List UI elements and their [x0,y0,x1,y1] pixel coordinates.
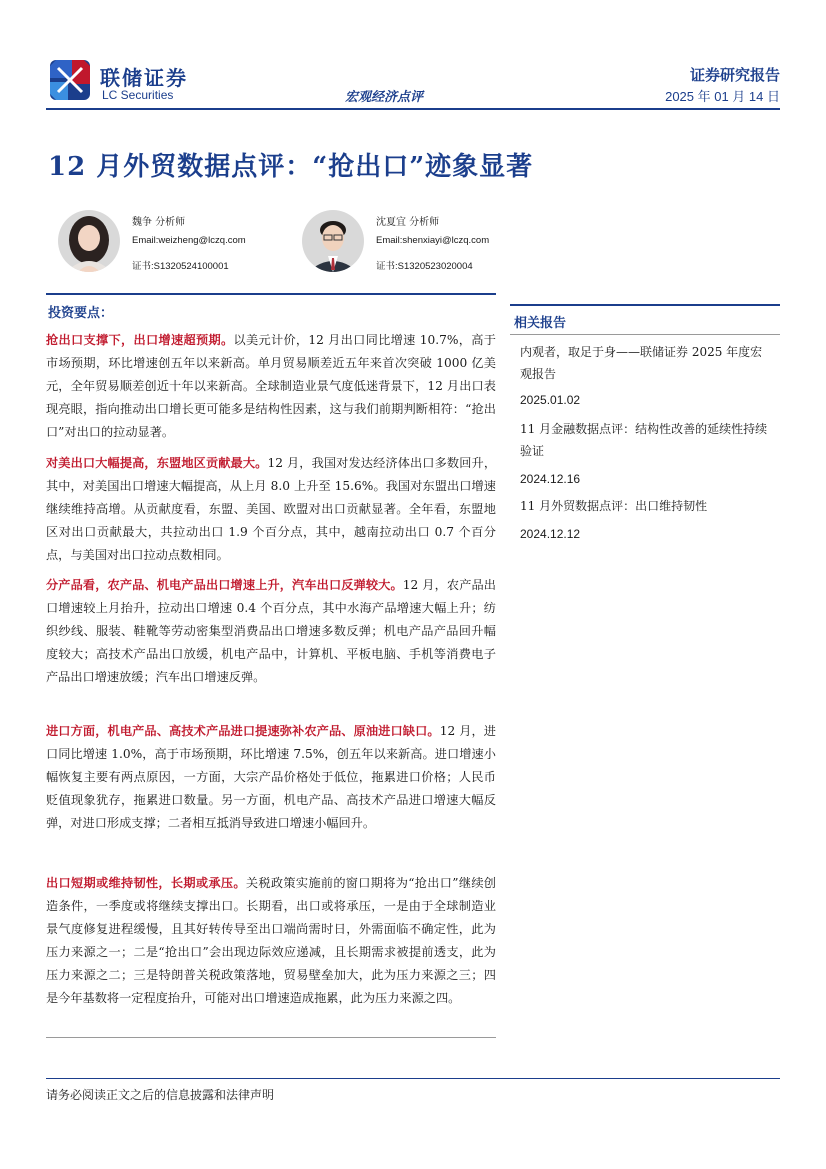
footer-disclaimer[interactable]: 请务必阅读正文之后的信息披露和法律声明 [46,1088,275,1102]
header-divider [46,108,780,110]
key-point-lead: 抢出口支撑下，出口增速超预期。 [46,333,234,347]
report-column: 宏观经济点评 [345,90,424,105]
analyst-avatar [58,210,120,272]
key-point-text: 12 月，进口同比增速 1.0%，高于市场预期，环比增速 7.5%，创五年以来新高。进口增速小幅恢复主要有两点原因，一方面，大宗产品价格处于低位，拖累进口价格；人民币贬值现象犹存，拖累进口数量。另一方面，机电产品、高技术产品进口增速大幅反弹，对进口形成支撑；二者相互抵消导致进口增速小幅回升。 [46,724,496,830]
related-report-title[interactable]: 11 月外贸数据点评：出口维持韧性 [520,499,708,513]
related-report-title[interactable]: 内观者，取足于身——联储证券 2025 年度宏观报告 [520,345,763,381]
related-reports-heading: 相关报告 [514,316,567,331]
key-point-lead: 出口短期或维持韧性，长期或承压。 [46,876,246,890]
related-heading-rule [510,334,780,335]
key-point-paragraph [46,452,496,567]
footer-rule [46,1078,780,1079]
section-top-rule [46,293,496,295]
analyst-cert: 证书:S1320523020004 [376,261,473,272]
related-report-date: 2024.12.16 [520,472,581,486]
related-report-date: 2025.01.02 [520,393,581,407]
analyst-name: 魏争 分析师 [132,217,186,228]
logo-chinese-name: 联储证券 [100,66,188,90]
related-top-rule [510,304,780,306]
key-point-lead: 分产品看，农产品、机电产品出口增速上升，汽车出口反弹较大。 [46,578,403,592]
key-point-lead: 对美出口大幅提高，东盟地区贡献最大。 [46,456,268,470]
key-points-heading: 投资要点： [48,306,114,321]
related-report-date: 2024.12.12 [520,527,581,541]
analyst-email: Email:shenxiayi@lczq.com [376,235,490,246]
related-report-title[interactable]: 11 月金融数据点评：结构性改善的延续性持续验证 [520,422,768,458]
logo-english-name: LC Securities [102,88,174,102]
analyst-avatar [302,210,364,272]
key-point-paragraph [46,720,496,835]
key-point-text: 以美元计价，12 月出口同比增速 10.7%，高于市场预期，环比增速创五年以来新高。单月贸易顺差近五年来首次突破 1000 亿美元，全年贸易顺差创近十年以来新高。全球制造业景气度低迷背景下，12 月出口表现亮眼，指向推动出口增长更可能多是结构性因素，这与我们前期判断相符：“抢出口”对出口的拉动显著。 [46,333,496,439]
report-date: 2025 年 01 月 14 日 [665,89,780,104]
key-point-paragraph [46,574,496,689]
report-type: 证券研究报告 [689,66,780,84]
key-point-paragraph [46,872,496,1010]
lc-securities-logo-icon [50,60,90,100]
key-point-text: 关税政策实施前的窗口期将为“抢出口”继续创造条件，一季度或将继续支撑出口。长期看，出口或将承压，一是由于全球制造业景气度修复进程缓慢，且其好转传导至出口端尚需时日，外需面临不确定性，此为压力来源之一；二是“抢出口”会出现边际效应递减，且长期需求被提前透支，此为压力来源之二；三是特朗普关税政策落地，贸易壁垒加大，此为压力来源之三；四是今年基数将一定程度抬升，可能对出口增速造成拖累，此为压力来源之四。 [46,876,496,1005]
key-point-lead: 进口方面，机电产品、高技术产品进口提速弥补农产品、原油进口缺口。 [46,724,440,738]
analyst-cert: 证书:S1320524100001 [132,261,229,272]
section-bottom-rule [46,1037,496,1038]
key-point-text: 12 月，农产品出口增速较上月抬升，拉动出口增速 0.4 个百分点，其中水海产品增速大幅上升；纺织纱线、服装、鞋靴等劳动密集型消费品出口增速多数反弹；机电产品产品回升幅度较大；高技术产品出口放缓，机电产品中，计算机、平板电脑、手机等消费电子产品出口增速放缓；汽车出口增速反弹。 [46,578,496,684]
key-point-text: 12 月，我国对发达经济体出口多数回升，其中，对美国出口增速大幅提高，从上月 8.0 上升至 15.6%。我国对东盟出口增速继续维持高增。从贡献度看，东盟、美国、欧盟对出口贡献显著。全年看，东盟地区对出口贡献最大，共拉动出口 1.9 个百分点，其中，越南拉动出口 0.7 个百分点，与美国对出口拉动点数相同。 [46,456,497,562]
analyst-email: Email:weizheng@lczq.com [132,235,246,246]
analyst-name: 沈夏宜 分析师 [376,217,440,228]
key-point-paragraph [46,329,496,444]
page-title: 12 月外贸数据点评：“抢出口”迹象显著 [48,152,534,182]
